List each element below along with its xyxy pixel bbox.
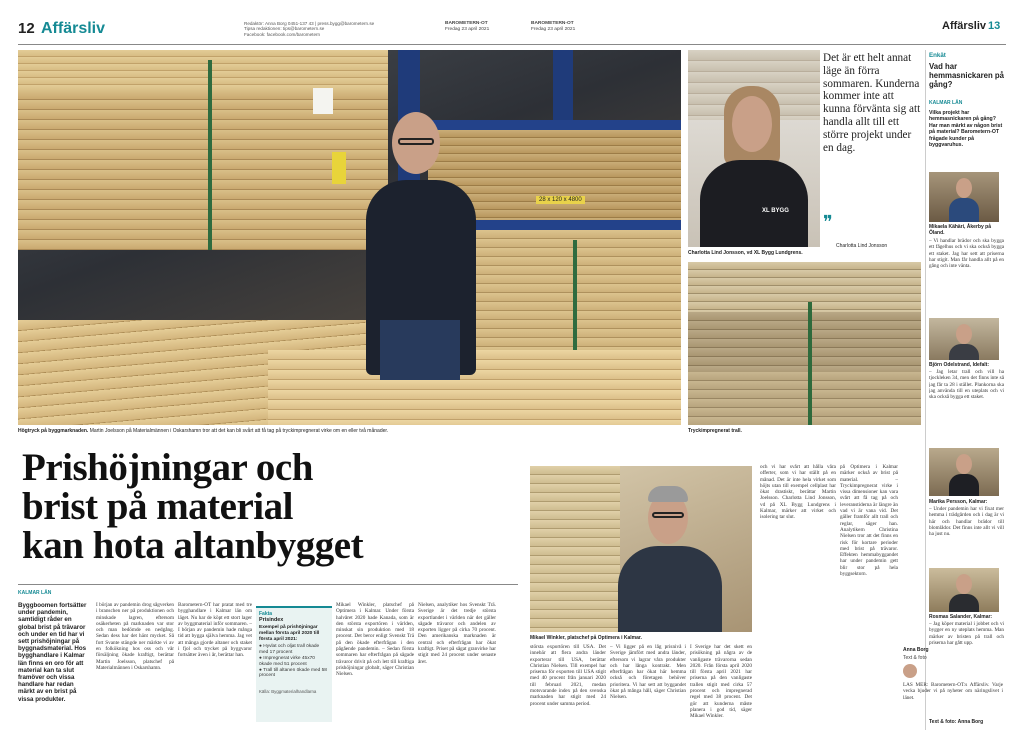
person-4-text: – Jag köper material i jobbet och vi bygger en ny uteplats hemma. Man märker av bristen på trall och priserna har gått upp. (929, 621, 1004, 646)
headline-line-2: brist på material (22, 485, 293, 528)
meta-facebook: Facebook: facebook.com/barometern (244, 31, 321, 37)
fakta-source: Källa: Byggmaterialhandlarna (259, 689, 317, 695)
woman-face (732, 96, 772, 152)
left-page-number: 12 (18, 20, 35, 37)
glasses (652, 512, 684, 518)
person-body (949, 474, 979, 496)
fakta-label: Fakta (259, 611, 273, 617)
person-1-text: – Vi handlar brädor och ska bygga ett fågelhus och vi ska också bygga ett staket. Jag har sett att priserna har stigit. Man får handla allt på en gång och inte vänta. (929, 238, 1004, 270)
article-col-7: I Sverige har det skett en prisökning på några av de vanligaste trävarorna sedan 2020. Från första april 2020 till första april 2021 har priserna på den vanligaste trallen stigit med cirka 57 procent och impregnerad regel med 38 procent. Det gör att kunderna måste planera i god tid, säger Mikael Winkler. (690, 644, 752, 720)
right-page-number: 13 (988, 20, 1001, 32)
header-paper-left (445, 21, 489, 33)
paper-date-left: Fredag 23 april 2021 (445, 27, 490, 32)
main-caption-text: Martin Joelsson på Materialmännen i Oskarshamn tror att det kan bli svårt att få tag på tryckimpregnerat virke om en eller två månader. (89, 428, 389, 434)
lumber-stack (530, 466, 620, 632)
article-col-4: Nielsen, analytiker hos Svenskt Trä. Sverige är det tredje största exportlandet i världen när det gäller sågade trävaror och andelen av exporten ligger på cirka 70 procent. Den amerikanska marknaden är central och efterfrågan har ökat kraftigt. Priset på sågat granvirke har stigit med 24 procent under senaste året. (418, 602, 496, 665)
byline-role: Text & foto (903, 655, 927, 661)
price-label (313, 88, 333, 114)
header-meta (244, 21, 384, 37)
person-face (956, 574, 972, 594)
headline-rule (18, 584, 518, 585)
enkat-location: KALMAR LÄN (929, 100, 963, 106)
article-col-3: Mikael Winkler, platschef på Optimera i Kalmar. Under första halvåret 2020 hade Kanada, som är den största exportören i världen, minskat sin produktion med 18 procent. Det beror enligt Svenskt Trä på den ökade efterfrågan i den pågående pandemin. – Sedan första sommaren har efterfrågan på sågade trävaror drivit på och lett till kraftiga prishöjningar globalt, säger Christian Nielsen. (336, 602, 414, 678)
header-paper-right (531, 21, 575, 33)
mikael-photo (530, 466, 752, 632)
person-3-text: – Under pandemin har vi fixat mer hemma i trädgården och i dag är vi här och handlar brädor till blomlådor. Det finns inte allt vi vill ha just nu. (929, 506, 1004, 538)
mikael-body (618, 546, 722, 632)
fakta-item: ● Impregnerat virke 45x70 ökade med 51 procent (259, 655, 315, 667)
man-jeans (380, 320, 460, 380)
header-rule (18, 44, 1006, 45)
person-face (956, 324, 972, 344)
article-col-5: största exportören till USA. Det innebär att flera andra länder exporterar till USA, berättar Christian Nielsen. Till exempel har priserna för exporten till USA stigit med 40 procent från januari 2020 till februari 2021, medan motsvarande index på den svenska marknaden har stigit med 24 procent under samma period. (530, 644, 606, 707)
person-1-name: Mikaela Kähäri, Åkerby på Öland. (929, 224, 991, 236)
rack-beam (398, 120, 681, 130)
main-photo-caption (18, 428, 681, 434)
left-section-title: Affärsliv (41, 20, 106, 37)
strap (208, 60, 212, 250)
quote-mark: ❞ (823, 212, 833, 232)
person-2-name: Björn Odelstrand, Idefalt: (929, 362, 990, 368)
article-col-9: på Optimera i Kalmar märker också av brist på material. – Tryckimpregnerat virke i vissa dimensioner kan vara svårt att få tag på och leveranstiderna är längre än vad vi är vana vid. Det gäller framför allt trall och reglar, säger han. Analytikern Christina Nielsen tror att det finns en risk för kortare perioder med brist på trävaror. Effekten hemmabyggandet har under pandemin gett blir stor på hela byggsektorn. (840, 464, 898, 578)
enkat-footer: Text & foto: Anna Borg (929, 719, 984, 725)
person-body (949, 198, 979, 222)
yellow-tag (332, 152, 346, 184)
fakta-item-text: Hyvlat och oljat trall ökade med 17 procent (259, 644, 320, 656)
glasses (398, 138, 434, 145)
lumber-tag-text: 28 x 120 x 4800 (539, 197, 582, 203)
byline-name: Anna Borg (903, 647, 929, 653)
person-photo-3 (929, 448, 999, 496)
lumber-caption: Tryckimpregnerat trall. (688, 428, 742, 434)
fakta-item-text: Trall till altanen ökade med 58 procent (259, 667, 327, 679)
article-col-8: och vi har svårt att hålla våra offerter, som vi har ställt på en månad. Det är inte hela virket som höjts utan till exempel cellplast har ökat drastiskt, berättar Martin Joelsson. Charlotta Lind Jonsson, vd på XL Bygg Lundgrens i Kalmar, märker att virket och isolering tar slut. (760, 464, 836, 521)
article-col-2: Barometern-OT har pratat med tre bygghandlare i Kalmar län om läget. Nu har de köpt ett stort lager av byggmaterial inför sommaren. – I början av pandemin hade många tid att bygga själva hemma. Jag vet att många gjorde altaner och staket i fjol och trycket på byggvaror fortsätter även i år, berättar han. (178, 602, 252, 659)
lumber-stack (688, 372, 921, 425)
portrait-photo (688, 50, 820, 247)
meta-tips: Tipsa redaktionen: tips@barometern.se (244, 26, 325, 32)
shirt-logo: XL BYGG (762, 208, 789, 214)
pull-quote: Det är ett helt annat läge än förra sommaren. Kunderna kommer inte att kunna förvänta sig att handla allt till ett större projekt under en dag. (823, 52, 921, 154)
article-ingress: Byggboomen fortsätter under pandemin, samtidigt råder en global brist på trävaror och under en tid har vi sett prishöjningar på byggnadsmaterial. Hos bygghandlare i Kalmar län finns en oro för att material kan ta slut framöver och vissa handlare har redan märkt av en brist på vissa produkter. (18, 602, 87, 703)
right-section-title: Affärsliv (942, 20, 987, 32)
enkat-label: Enkät (929, 52, 946, 59)
strap (808, 302, 812, 425)
enkat-heading: Vad har hemmasnickaren på gång? (929, 62, 1004, 89)
woman-jacket (700, 160, 808, 247)
headline-line-1: Prishöjningar och (22, 446, 313, 489)
person-photo-4 (929, 568, 999, 612)
person-2-text: – Jag letar trall och vill ha tjockleken 34, men det finns inte så jag får ta 28 i stället. Plankorna ska jag använda till en uteplats och vi ska också bygga ett staket. (929, 369, 1004, 401)
main-caption-bold: Högtryck på byggmarknaden. (18, 428, 89, 434)
person-body (949, 344, 979, 360)
paper-name-left: BAROMETERN-OT (445, 21, 488, 26)
quote-attribution: Charlotta Lind Jonsson (836, 243, 888, 249)
fakta-item: ● Hyvlat och oljat trall ökade med 17 procent (259, 644, 320, 656)
strap (573, 240, 577, 350)
fakta-body: Exempel på prishöjningar mellan första april 2020 till första april 2021: (259, 625, 320, 642)
lumber-tag (536, 196, 585, 204)
fakta-item-text: Impregnerat virke 45x70 ökade med 51 procent (259, 655, 315, 667)
person-photo-1 (929, 172, 999, 222)
person-body (949, 594, 979, 612)
person-face (956, 178, 972, 198)
person-4-name: Rosmas Salander, Kalmar: (929, 614, 993, 620)
fakta-item: ● Trall till altanen ökade med 58 procent (259, 667, 327, 679)
mikael-caption: Mikael Winkler, platschef på Optimera i Kalmar. (530, 635, 642, 641)
meta-redaction: Redaktör: Anna Borg 0451-137 43 | press.bygg@barometern.se (244, 21, 375, 26)
lumber-stack (688, 262, 921, 312)
lumber-stack (688, 312, 921, 372)
article-col-1: I början av pandemin drog sågverken i branschen ner på produktionen och minskade lagren, eftersom osäkerheten på marknaden var stor och man bedömde en nedgång. Sedan dess har det hänt mycket. Så fort Svante stängde ner märkte vi av en folkökning hos oss och vår försäljning ökade kraftigt, berättar Martin Joelsson, platschef på Materialmännen i Oskarshamn. (96, 602, 174, 671)
paper-name-right: BAROMETERN-OT (531, 21, 574, 26)
person-photo-2 (929, 318, 999, 360)
mikael-hair (648, 486, 688, 502)
lumber-photo (688, 262, 921, 425)
paper-date-right: Fredag 23 april 2021 (531, 27, 576, 32)
enkat-question: Vilka projekt har hemmasnickaren på gång? Har man märkt av någon brist på material? Barometern-OT frågade kunder på byggvaruhus. (929, 110, 1003, 149)
portrait-caption: Charlotta Lind Jonsson, vd XL Bygg Lundgrens. (688, 250, 803, 256)
main-photo (18, 50, 681, 425)
article-col-6: – Vi ligger på en låg prisnivå i Sverige jämfört med andra länder, eftersom vi lagrar våra produkter och har långa kontrakt. Men efterfrågan har ökat här hemma också och företagen behöver prioritera. Vi har sett att byggandet ökat på många håll, säger Christian Nielsen. (610, 644, 686, 701)
enkat-divider (925, 50, 926, 730)
fakta-title: Prisindex (259, 617, 284, 623)
article-location: KALMAR LÄN (18, 590, 52, 596)
read-more: LÄS MER: Barometern-OT:s Affärsliv. Varje vecka bjuder vi på nyheter om näringslivet i länet. (903, 682, 1003, 701)
byline-avatar (903, 664, 917, 678)
lumber-stack (18, 50, 388, 90)
headline (22, 448, 363, 565)
fakta-box (256, 606, 332, 722)
person-face (956, 454, 972, 474)
headline-line-3: kan hota altanbygget (22, 524, 364, 567)
person-3-name: Marika Persson, Kalmar: (929, 499, 988, 505)
